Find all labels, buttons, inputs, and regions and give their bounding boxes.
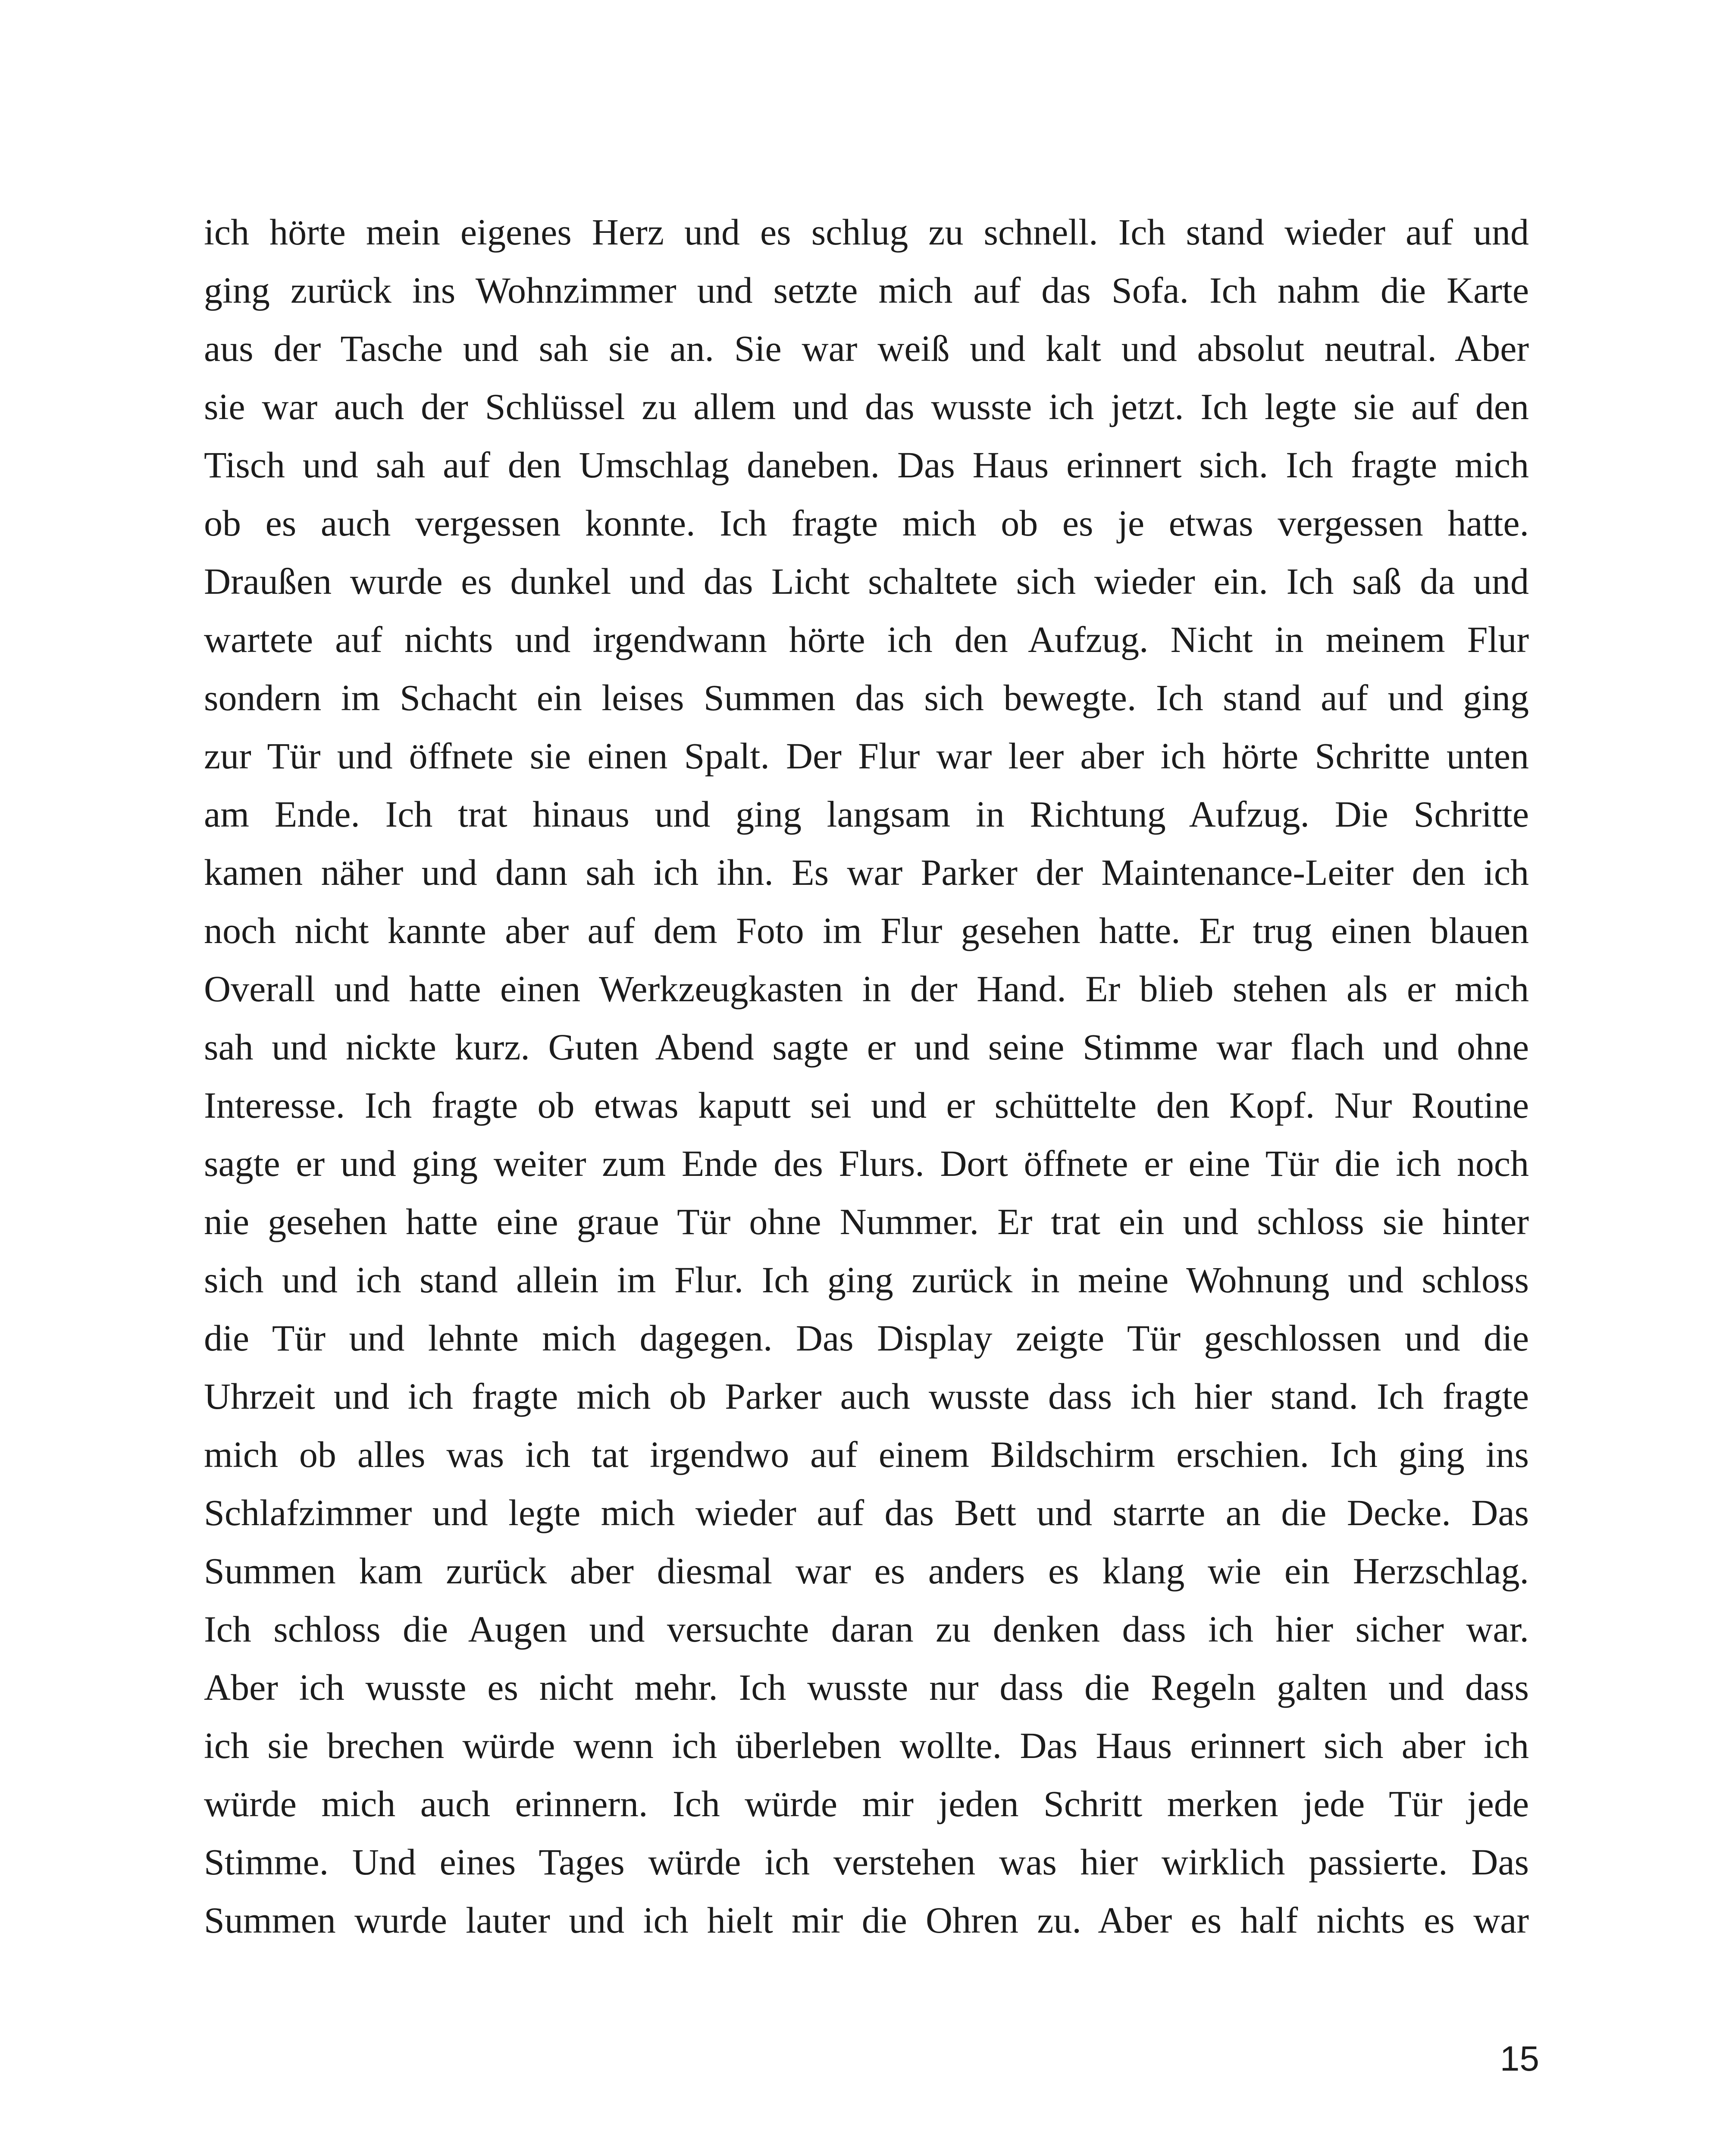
text-line: ob es auch vergessen konnte. Ich fragte mich ob es je etwas vergessen hatte. [204, 502, 1529, 544]
text-line: Overall und hatte einen Werkzeugkasten in der Hand. Er blieb stehen als er mich [204, 968, 1529, 1009]
text-line: Summen wurde lauter und ich hielt mir die Ohren zu. Aber es half nichts es war [204, 1899, 1529, 1941]
text-line: nie gesehen hatte eine graue Tür ohne Nummer. Er trat ein und schloss sie hinter [204, 1201, 1529, 1242]
text-line: Interesse. Ich fragte ob etwas kaputt sei und er schüttelte den Kopf. Nur Routine [204, 1084, 1529, 1126]
text-line: Aber ich wusste es nicht mehr. Ich wusste nur dass die Regeln galten und dass [204, 1667, 1529, 1708]
text-line: Draußen wurde es dunkel und das Licht schaltete sich wieder ein. Ich saß da und [204, 561, 1529, 602]
text-line: Schlafzimmer und legte mich wieder auf das Bett und starrte an die Decke. Das [204, 1492, 1529, 1533]
text-line: Uhrzeit und ich fragte mich ob Parker auch wusste dass ich hier stand. Ich fragte [204, 1376, 1529, 1417]
text-line: sondern im Schacht ein leises Summen das sich bewegte. Ich stand auf und ging [204, 677, 1529, 718]
text-line: sah und nickte kurz. Guten Abend sagte er und seine Stimme war flach und ohne [204, 1026, 1529, 1068]
text-line: kamen näher und dann sah ich ihn. Es war Parker der Maintenance-Leiter den ich [204, 852, 1529, 893]
page-number: 15 [1500, 2039, 1539, 2078]
text-line: würde mich auch erinnern. Ich würde mir jeden Schritt merken jede Tür jede [204, 1783, 1529, 1824]
text-line: mich ob alles was ich tat irgendwo auf einem Bildschirm erschien. Ich ging ins [204, 1434, 1529, 1475]
text-line: noch nicht kannte aber auf dem Foto im Flur gesehen hatte. Er trug einen blauen [204, 910, 1529, 951]
text-line: ich hörte mein eigenes Herz und es schlug zu schnell. Ich stand wieder auf und [204, 211, 1529, 253]
text-line: zur Tür und öffnete sie einen Spalt. Der Flur war leer aber ich hörte Schritte unten [204, 735, 1529, 777]
text-line: wartete auf nichts und irgendwann hörte ich den Aufzug. Nicht in meinem Flur [204, 619, 1529, 660]
text-line: die Tür und lehnte mich dagegen. Das Display zeigte Tür geschlossen und die [204, 1317, 1529, 1359]
text-line: sie war auch der Schlüssel zu allem und das wusste ich jetzt. Ich legte sie auf den [204, 386, 1529, 427]
text-line: ging zurück ins Wohnzimmer und setzte mich auf das Sofa. Ich nahm die Karte [204, 270, 1529, 311]
text-line: am Ende. Ich trat hinaus und ging langsam in Richtung Aufzug. Die Schritte [204, 793, 1529, 835]
text-line: Tisch und sah auf den Umschlag daneben. Das Haus erinnert sich. Ich fragte mich [204, 444, 1529, 486]
text-line: ich sie brechen würde wenn ich überleben wollte. Das Haus erinnert sich aber ich [204, 1725, 1529, 1766]
text-line: aus der Tasche und sah sie an. Sie war weiß und kalt und absolut neutral. Aber [204, 328, 1529, 369]
text-line: Stimme. Und eines Tages würde ich verstehen was hier wirklich passierte. Das [204, 1841, 1529, 1883]
text-line: Ich schloss die Augen und versuchte daran zu denken dass ich hier sicher war. [204, 1608, 1529, 1650]
text-line: sagte er und ging weiter zum Ende des Flurs. Dort öffnete er eine Tür die ich noch [204, 1143, 1529, 1184]
text-line: Summen kam zurück aber diesmal war es anders es klang wie ein Herzschlag. [204, 1550, 1529, 1592]
text-line: sich und ich stand allein im Flur. Ich ging zurück in meine Wohnung und schloss [204, 1259, 1529, 1300]
